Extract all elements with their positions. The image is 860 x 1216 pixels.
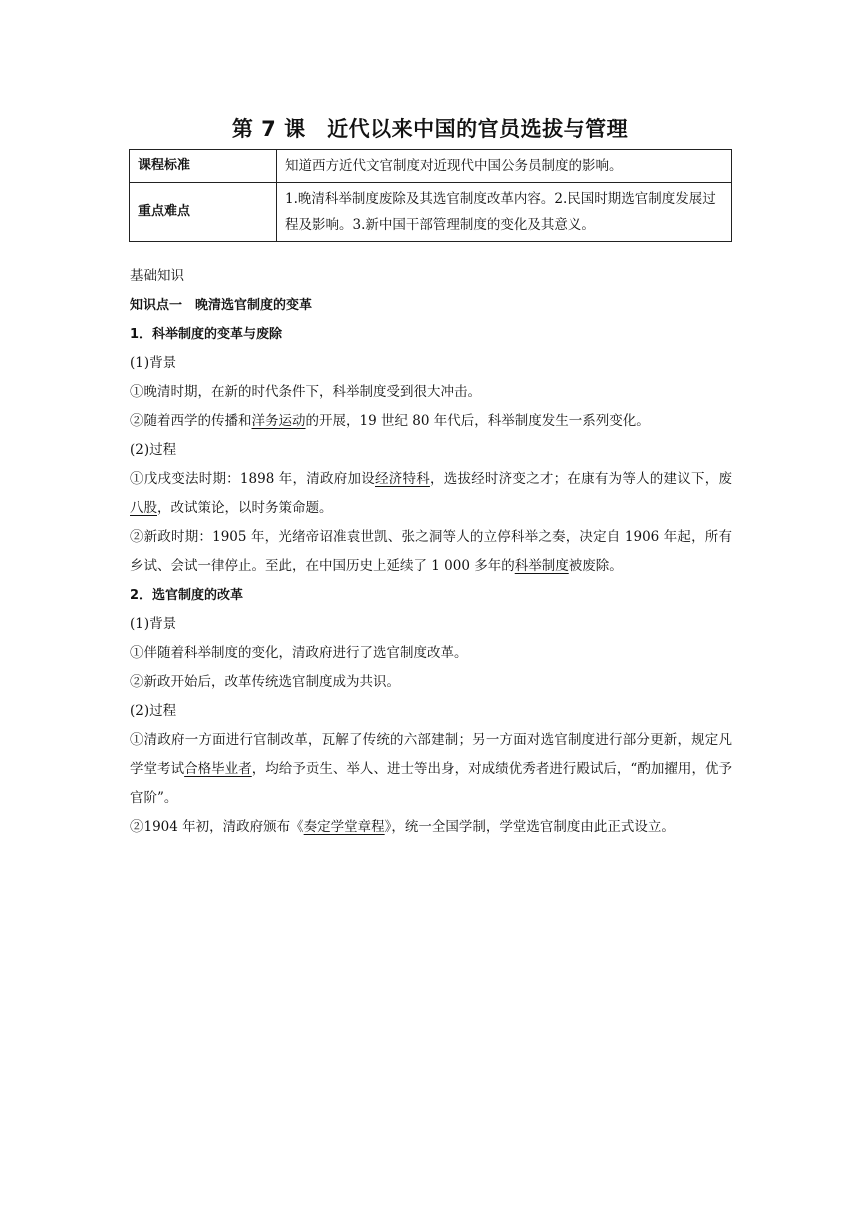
paragraph-label: (2)过程 (130, 442, 177, 458)
paragraph: ①清政府一方面进行官制改革，瓦解了传统的六部建制；另一方面对选官制度进行部分更新，规定凡学堂考试合格毕业者，均给予贡生、举人、进士等出身，对成绩优秀者进行殿试后，“酌加擢用，优予官阶”。 (130, 732, 733, 806)
paragraph-label: (1)背景 (130, 616, 177, 632)
course-standard-table (129, 149, 732, 242)
paragraph: ②新政开始后，改革传统选官制度成为共识。 (130, 674, 400, 690)
table-value-cell: 1.晚清科举制度废除及其选官制度改革内容。2.民国时期选官制度发展过程及影响。3.新中国干部管理制度的变化及其意义。 (277, 183, 732, 242)
underlined-term: 奏定学堂章程 (303, 819, 385, 835)
table-row (130, 150, 732, 183)
underlined-term: 科举制度 (514, 558, 569, 574)
paragraph: ①晚清时期，在新的时代条件下，科举制度受到很大冲击。 (130, 384, 481, 400)
paragraph-label: (1)背景 (130, 355, 177, 371)
subheading: 2．选官制度的改革 (130, 588, 244, 603)
paragraph-label: (2)过程 (130, 703, 177, 719)
content-body (130, 262, 732, 842)
paragraph: ②新政时期：1905 年，光绪帝诏准袁世凯、张之洞等人的立停科举之奏，决定自 1906 年起，所有乡试、会试一律停止。至此，在中国历史上延续了 1 000 多年的科举制度被废除。 (130, 529, 732, 574)
paragraph: ②1904 年初，清政府颁布《奏定学堂章程》，统一全国学制，学堂选官制度由此正式设立。 (130, 819, 675, 835)
paragraph: ②随着西学的传播和洋务运动的开展，19 世纪 80 年代后，科举制度发生一系列变化。 (130, 413, 650, 429)
table-key-cell: 重点难点 (130, 183, 277, 242)
section-label: 基础知识 (130, 268, 184, 284)
knowledge-point-heading: 知识点一 晚清选官制度的变革 (130, 298, 313, 313)
underlined-term: 合格毕业者 (184, 761, 252, 777)
paragraph: ①戊戌变法时期：1898 年，清政府加设经济特科，选拔经时济变之才；在康有为等人的建议下，废八股，改试策论，以时务策命题。 (130, 471, 733, 516)
lesson-title: 第 7 课 近代以来中国的官员选拔与管理 (231, 117, 629, 141)
table-value-cell: 知道西方近代文官制度对近现代中国公务员制度的影响。 (277, 150, 732, 183)
underlined-term: 八股 (130, 500, 157, 516)
subheading: 1．科举制度的变革与废除 (130, 327, 283, 342)
underlined-term: 经济特科 (375, 471, 430, 487)
table-key-cell: 课程标准 (130, 150, 277, 183)
paragraph: ①伴随着科举制度的变化，清政府进行了选官制度改革。 (130, 645, 468, 661)
table-row (130, 183, 732, 242)
underlined-term: 洋务运动 (251, 413, 306, 429)
